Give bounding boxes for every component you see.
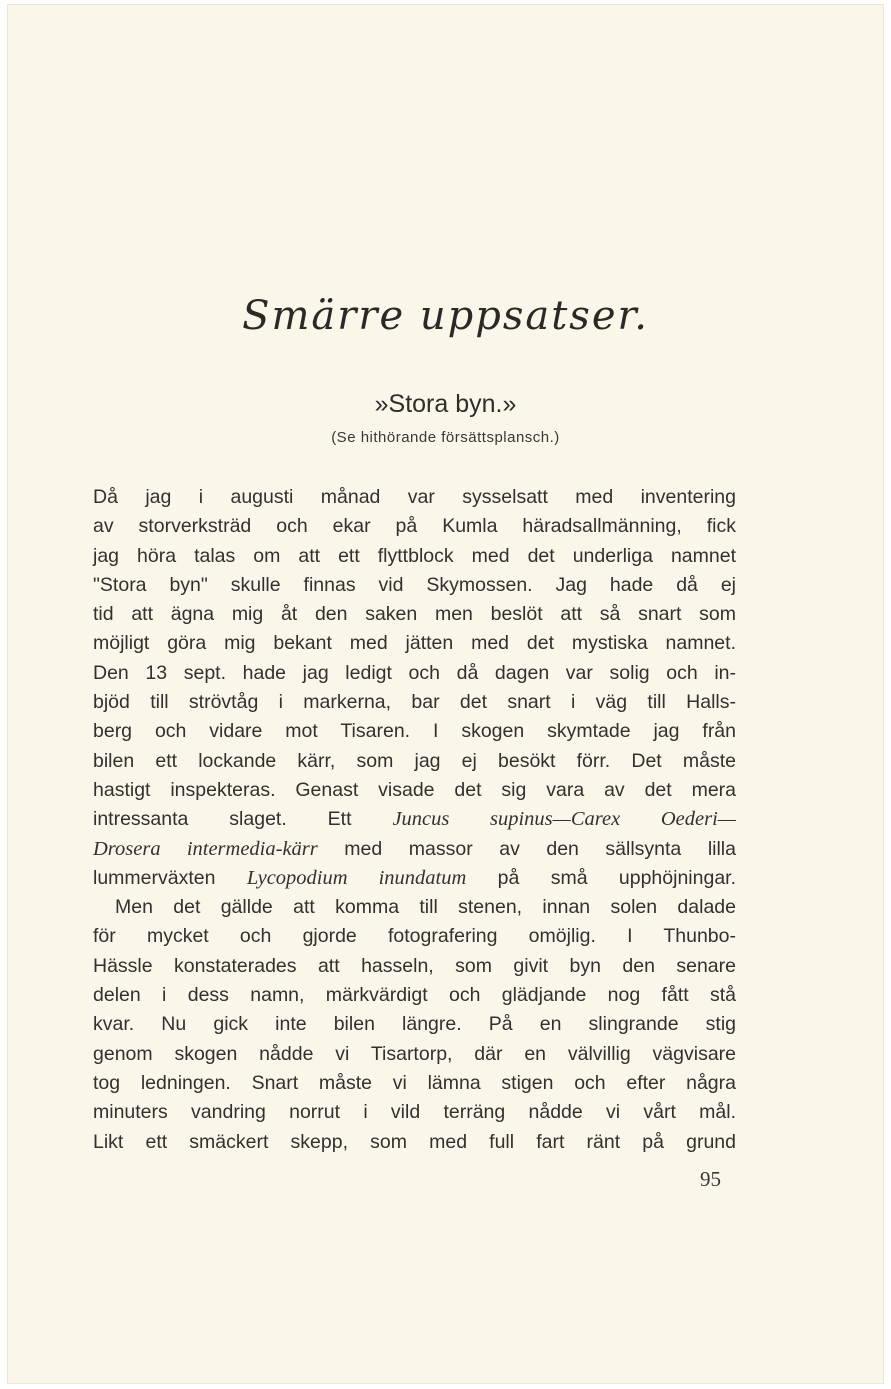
species-name: Drosera intermedia-kärr [93, 837, 318, 860]
page-number: 95 [700, 1167, 721, 1191]
text-line: Då jag i augusti månad var sysselsatt med inventering [93, 486, 736, 508]
text-line: genom skogen nådde vi Tisartorp, där en välvillig vägvisare [93, 1042, 736, 1065]
section-heading: Smärre uppsatser. [242, 293, 649, 339]
text-line: tid att ägna mig åt den saken men beslöt att så snart som [93, 603, 736, 626]
text-line: Drosera intermedia-kärr med massor av den sällsynta lilla [93, 837, 736, 860]
species-name: Lycopodium inundatum [246, 866, 467, 889]
article-body [93, 483, 736, 1157]
text-line: bilen ett lockande kärr, som jag ej besökt förr. Det måste [93, 749, 736, 772]
text-line: "Stora byn" skulle finnas vid Skymossen. Jag hade då ej [93, 573, 736, 596]
text-line: hastigt inspekteras. Genast visade det sig vara av det mera [93, 778, 736, 801]
text-line: av storverksträd och ekar på Kumla häradsallmänning, fick [93, 515, 736, 538]
text-line: jag höra talas om att ett flyttblock med det underliga namnet [93, 544, 736, 567]
text-line: Den 13 sept. hade jag ledigt och då dagen var solig och in- [93, 661, 736, 684]
text-line: berg och vidare mot Tisaren. I skogen skymtade jag från [93, 720, 736, 743]
article-subtitle: (Se hithörande försättsplansch.) [331, 429, 560, 446]
text-line: intressanta slaget. Ett Juncus supinus—Carex Oederi— [93, 808, 737, 831]
text-line: delen i dess namn, märkvärdigt och glädjande nog fått stå [93, 984, 736, 1007]
book-page [7, 4, 884, 1384]
text-line: bjöd till strövtåg i markerna, bar det snart i väg till Halls- [93, 691, 736, 714]
text-line: minuters vandring norrut i vild terräng nådde vi vårt mål. [93, 1101, 736, 1124]
species-name: Juncus supinus—Carex Oederi— [392, 808, 737, 831]
text-line: lummerväxten Lycopodium inundatum på små upphöjningar. [93, 866, 737, 889]
text-line: Men det gällde att komma till stenen, innan solen dalade [115, 896, 736, 919]
text-line: möjligt göra mig bekant med jätten med det mystiska namnet. [93, 632, 736, 655]
article-title: »Stora byn.» [374, 390, 517, 418]
text-line: tog ledningen. Snart måste vi lämna stigen och efter några [93, 1071, 736, 1094]
text-line: Hässle konstaterades att hasseln, som givit byn den senare [93, 954, 736, 977]
text-line: kvar. Nu gick inte bilen längre. På en slingrande stig [93, 1013, 736, 1036]
text-line: Likt ett smäckert skepp, som med full fart ränt på grund [93, 1130, 736, 1153]
text-line: för mycket och gjorde fotografering omöjlig. I Thunbo- [93, 925, 736, 948]
